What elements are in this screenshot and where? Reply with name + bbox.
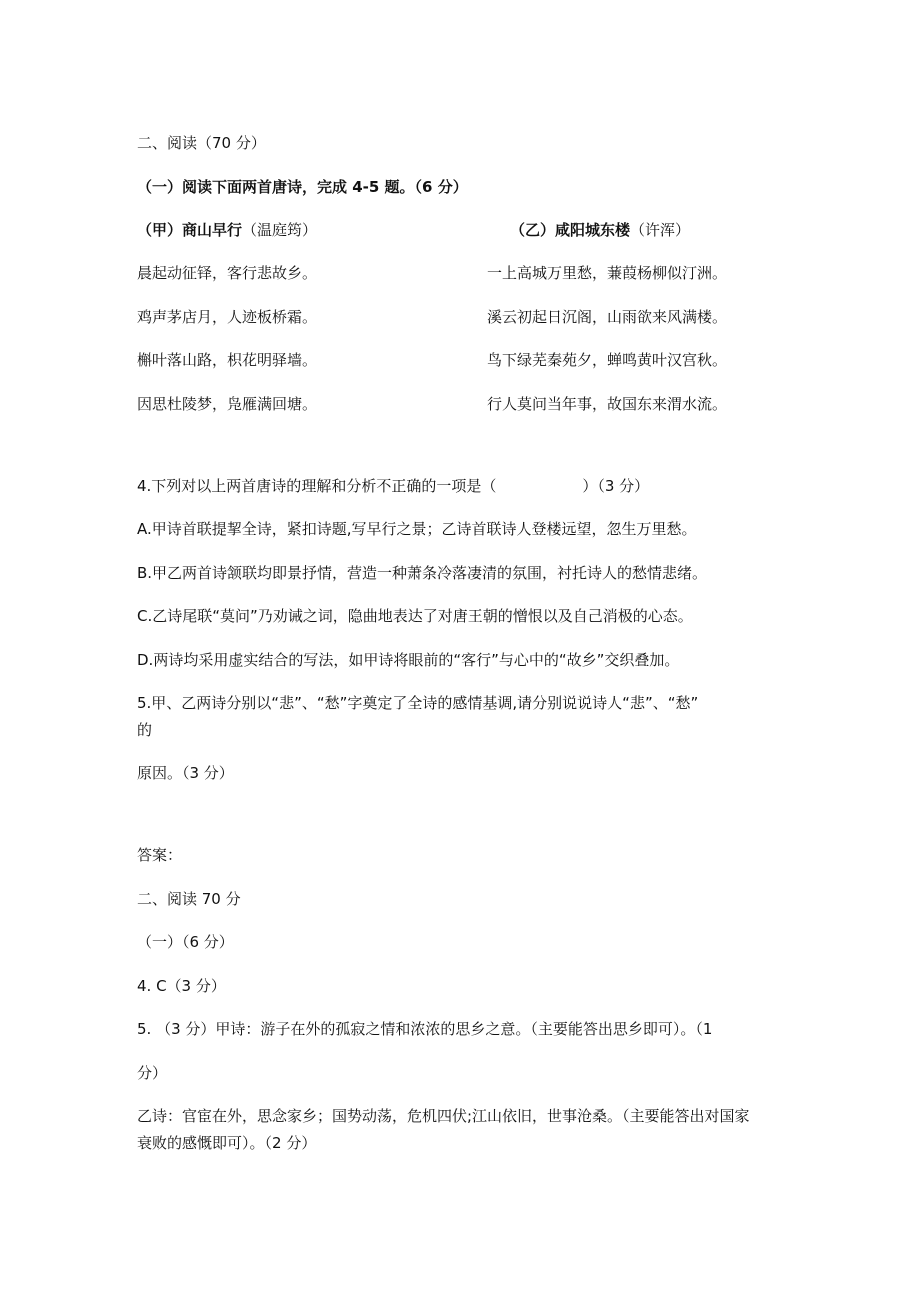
q4-option-d: D.两诗均采用虚实结合的写法，如甲诗将眼前的“客行”与心中的“故乡”交织叠加。 [137,651,680,669]
q4-stem-before: 4.下列对以上两首唐诗的理解和分析不正确的一项是（ [137,477,497,495]
poem-a-author: （温庭筠） [242,221,318,239]
poem-b-title: （乙）咸阳城东楼 [510,221,631,239]
poem-a-title: （甲）商山早行 [137,221,243,239]
poem-b-line: 溪云初起日沉阁，山雨欲来风满楼。 [487,308,728,326]
q4-option-c: C.乙诗尾联“莫问”乃劝诫之词，隐曲地表达了对唐王朝的憎恨以及自己消极的心态。 [137,607,693,625]
poem-b-line: 鸟下绿芜秦苑夕，蝉鸣黄叶汉宫秋。 [487,351,728,369]
answers-section: 二、阅读 70 分 [137,890,241,908]
answer-5-line: 衰败的感慨即可）。（2 分） [137,1134,317,1152]
question-5-line: 的 [137,721,153,739]
poem-b-line: 行人莫问当年事，故国东来渭水流。 [487,395,728,413]
poem-b-heading [510,220,690,240]
answer-5-line: 分） [137,1064,168,1082]
part1-instruction: （一）阅读下面两首唐诗，完成 4-5 题。（6 分） [137,178,468,196]
question-5-line: 原因。（3 分） [137,764,234,782]
poem-b-author: （许浑） [630,221,691,239]
question-5-line: 5.甲、乙两诗分别以“悲”、“愁”字奠定了全诗的感情基调,请分别说说诗人“悲”、“愁” [137,694,699,712]
answers-part: （一）（6 分） [137,933,234,951]
poem-b-line: 一上高城万里愁，蒹葭杨柳似汀洲。 [487,264,728,282]
poem-a-line: 晨起动征铎，客行悲故乡。 [137,264,318,282]
q4-option-b: B.甲乙两首诗颔联均即景抒情，营造一种萧条冷落凄清的氛围，衬托诗人的愁情悲绪。 [137,564,708,582]
question-4-stem [137,476,649,496]
poem-a-heading [137,220,317,240]
answer-4: 4. C（3 分） [137,977,226,995]
answer-5-line: 乙诗：官宦在外，思念家乡；国势动荡，危机四伏;江山依旧，世事沧桑。（主要能答出对国家 [137,1107,750,1125]
poem-a-line: 因思杜陵梦，凫雁满回塘。 [137,395,318,413]
section-title: 二、阅读（70 分） [137,134,266,152]
q4-stem-after: ）（3 分） [582,477,650,495]
q4-option-a: A.甲诗首联提挈全诗，紧扣诗题,写早行之景；乙诗首联诗人登楼远望，忽生万里愁。 [137,520,697,538]
answer-5-line: 5. （3 分）甲诗：游子在外的孤寂之情和浓浓的思乡之意。（主要能答出思乡即可）。（1 [137,1020,713,1038]
poem-a-line: 槲叶落山路，枳花明驿墙。 [137,351,318,369]
poem-a-line: 鸡声茅店月，人迹板桥霜。 [137,308,318,326]
answers-heading: 答案： [137,846,183,864]
